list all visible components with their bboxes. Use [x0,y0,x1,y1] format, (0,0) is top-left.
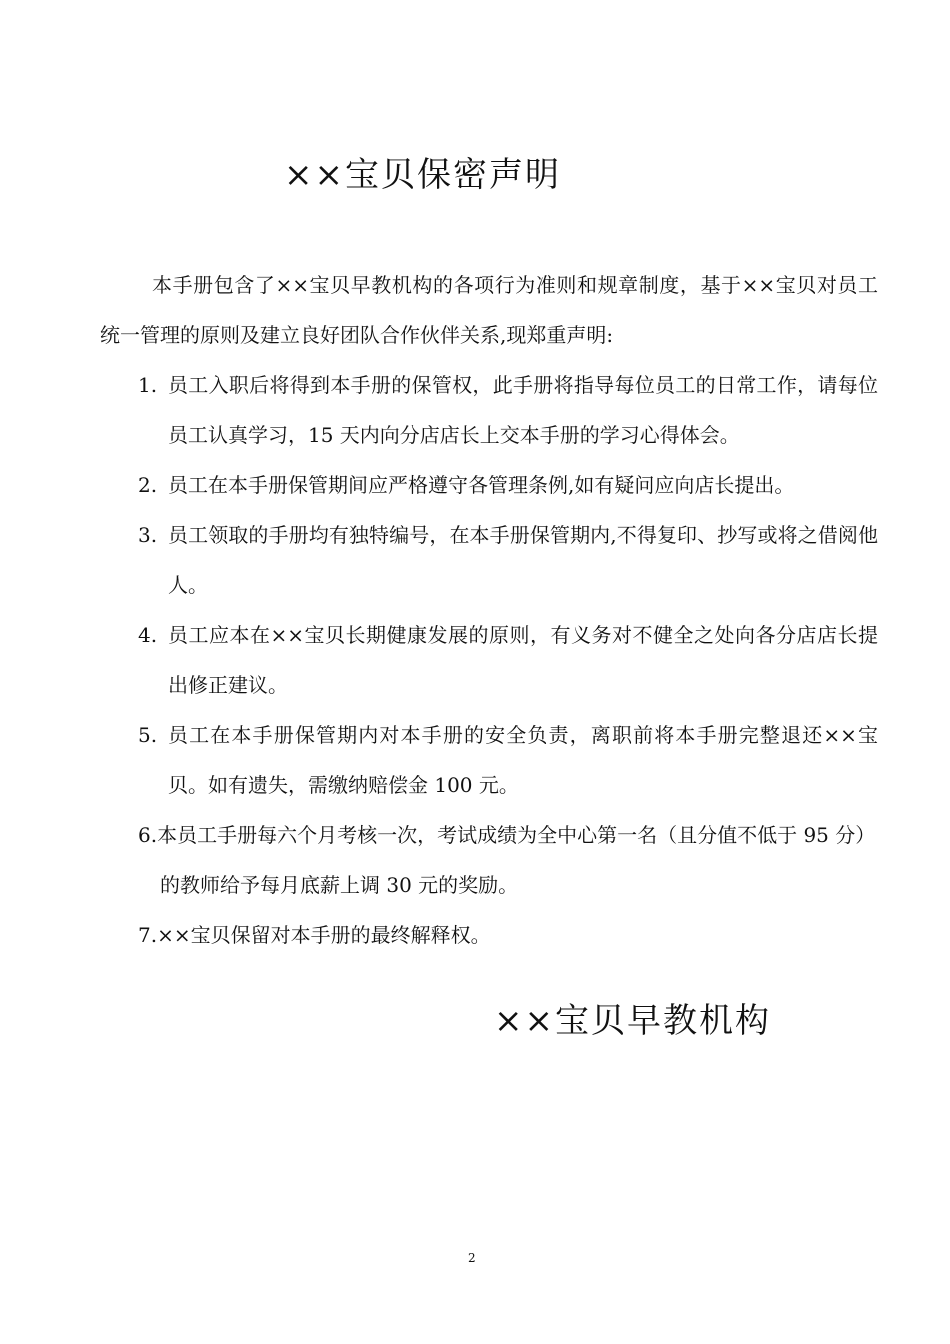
list-item-text: 员工领取的手册均有独特编号，在本手册保管期内,不得复印、抄写或将之借阅他人。 [168,523,878,597]
list-item [138,510,878,610]
list-item-number: 3. [138,523,158,547]
list-item-number: 6. [138,823,158,847]
page-number: 2 [468,1251,476,1265]
list-item [138,460,878,510]
list-item-number: 4. [138,623,158,647]
list-item-text: 员工应本在××宝贝长期健康发展的原则，有义务对不健全之处向各分店店长提出修正建议。 [168,623,878,697]
list-item-number: 1. [138,373,158,397]
list-item-text: 员工入职后将得到本手册的保管权，此手册将指导每位员工的日常工作，请每位员工认真学习，15 天内向分店店长上交本手册的学习心得体会。 [168,373,878,447]
list-item-number: 5. [138,723,158,747]
list-item-number: 2. [138,473,158,497]
list-item-text: 员工在本手册保管期内对本手册的安全负责，离职前将本手册完整退还××宝贝。如有遗失，需缴纳赔偿金 100 元。 [168,723,878,797]
organization-signature: ××宝贝早教机构 [494,1001,771,1041]
list-item [138,810,878,910]
list-item-text: 本员工手册每六个月考核一次，考试成绩为全中心第一名（且分值不低于 95 分）的教师给予每月底薪上调 30 元的奖励。 [157,823,876,897]
intro-paragraph: 本手册包含了××宝贝早教机构的各项行为准则和规章制度，基于××宝贝对员工统一管理的原则及建立良好团队合作伙伴关系,现郑重声明: [100,273,878,347]
list-item-text: ××宝贝保留对本手册的最终解释权。 [157,923,491,947]
list-item [138,360,878,460]
clause-list [138,360,878,960]
document-title: ××宝贝保密声明 [284,155,561,195]
list-item-number: 7. [138,923,158,947]
list-item [138,610,878,710]
list-item [138,710,878,810]
list-item-text: 员工在本手册保管期间应严格遵守各管理条例,如有疑问应向店长提出。 [168,473,795,497]
list-item [138,910,878,960]
